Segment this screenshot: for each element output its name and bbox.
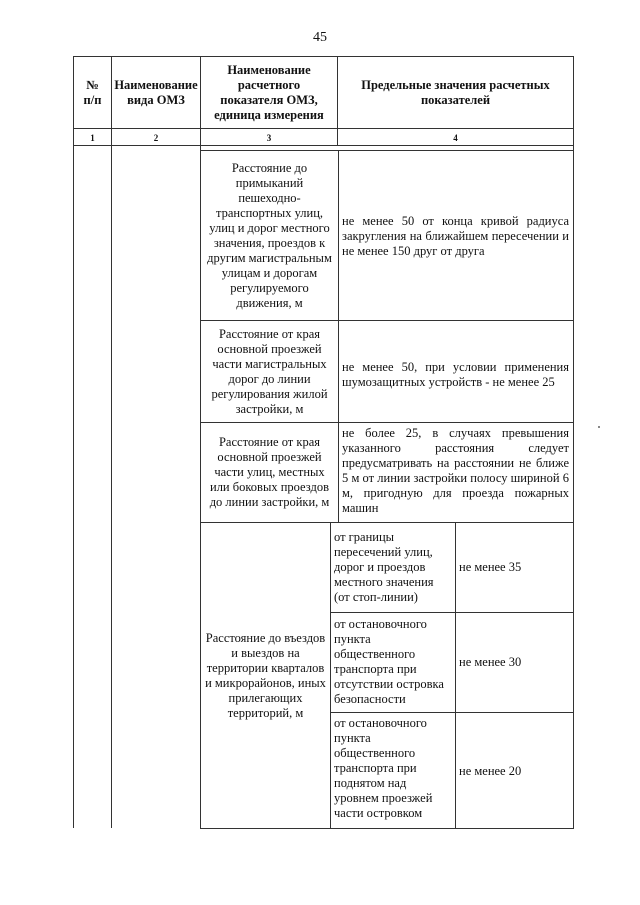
row-2-value: не менее 50, при условии применения шумозащитных устройств - не менее 25 [342,360,569,389]
row-3-indicator: Расстояние от края основной проезжей части улиц, местных или боковых проездов до линии застройки, м [209,435,330,509]
row-4-sub-1-condition: от границы пересечений улиц, дорог и проездов местного значения (от стоп-линии) [334,530,434,604]
scan-speck [598,426,600,428]
header-col-indicator: Наименование расчетного показателя ОМЗ, единица измерения [214,63,324,122]
row-4-sub-2-value: не менее 30 [459,655,522,669]
row-4-indicator: Расстояние до въездов и выездов на территории кварталов и микрорайонов, иных прилегающих территорий, м [205,630,326,720]
row-3-value: не более 25, в случаях превышения указанного расстояния следует предусматривать на расстоянии не ближе 5 м от линии застройки полосу шириной 6 м, пригодную для проезда пожарных машин [342,426,569,515]
row-1-indicator: Расстояние до примыканий пешеходно-транспортных улиц, улиц и дорог местного значения, проездов к другим магистральным улицам и дорогам регулируемого движения, м [207,160,332,310]
header-col-type: Наименование вида ОМЗ [114,78,198,107]
row-2-indicator: Расстояние от края основной проезжей части магистральных дорог до линии регулирования жилой застройки, м [211,326,328,416]
row-4-sub-3-value: не менее 20 [459,764,522,778]
row-4-sub-1-value: не менее 35 [459,560,522,574]
row-4-sub-2-condition: от остановочного пункта общественного транспорта при отсутствии островка безопасности [334,617,444,706]
index-cell-4: 4 [453,133,458,143]
index-cell-2: 2 [153,133,159,143]
page-number: 45 [313,30,327,45]
index-cell-1: 1 [90,133,95,143]
header-col-limits: Предельные значения расчетных показателей [361,78,550,107]
row-4-sub-3-condition: от остановочного пункта общественного транспорта при поднятом над уровнем проезжей части островком [334,716,433,820]
index-cell-3: 3 [266,133,272,143]
header-col-number: № п/п [83,78,102,107]
row-1-value: не менее 50 от конца кривой радиуса закругления на ближайшем пересечении и не менее 150 друг от друга [342,214,569,258]
